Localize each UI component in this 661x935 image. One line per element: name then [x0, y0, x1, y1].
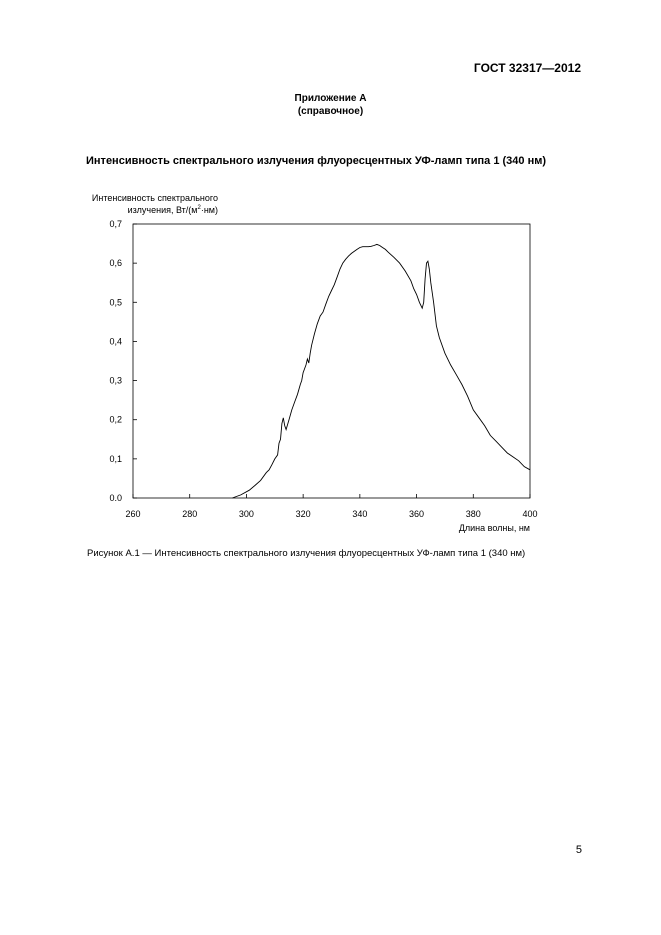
y-tick-label: 0,6	[109, 258, 122, 269]
x-tick-label: 400	[522, 509, 538, 519]
x-tick-label: 260	[125, 509, 141, 519]
y-tick-label: 0,4	[109, 336, 122, 347]
y-axis-label-line2: излучения, $Вт/(м^2\cdot нм)$	[127, 205, 218, 215]
y-tick-label: 0.0	[109, 493, 122, 503]
annex-title: Приложение А	[294, 93, 367, 104]
page-number: 5	[575, 844, 582, 856]
x-axis-label: Длина волны, нм	[458, 523, 530, 533]
spectrum-series-line	[232, 244, 530, 498]
y-axis-label-line1: Интенсивность спектрального	[91, 193, 218, 203]
document-standard-number: ГОСТ 32317—2012	[473, 61, 581, 75]
y-tick-label: 0,2	[109, 414, 122, 425]
section-title: Интенсивность спектрального излучения флуоресцентных УФ-ламп типа 1 (340 нм)	[86, 155, 547, 167]
y-tick-label: 0,3	[109, 375, 122, 386]
y-tick-label: 0,7	[109, 219, 122, 229]
x-tick-label: 340	[352, 509, 368, 519]
x-tick-label: 320	[295, 509, 311, 519]
figure-caption: Рисунок А.1 — Интенсивность спектрального излучения флуоресцентных УФ-ламп типа 1 (340 нм)	[87, 548, 526, 559]
y-tick-label: 0,5	[109, 297, 122, 308]
x-tick-label: 380	[465, 509, 481, 519]
x-tick-label: 280	[182, 509, 198, 519]
x-tick-label: 360	[409, 509, 425, 519]
x-tick-label: 300	[238, 509, 254, 519]
annex-subtitle: (справочное)	[297, 106, 364, 117]
plot-area-frame	[133, 224, 530, 498]
y-tick-label: 0,1	[109, 453, 122, 464]
